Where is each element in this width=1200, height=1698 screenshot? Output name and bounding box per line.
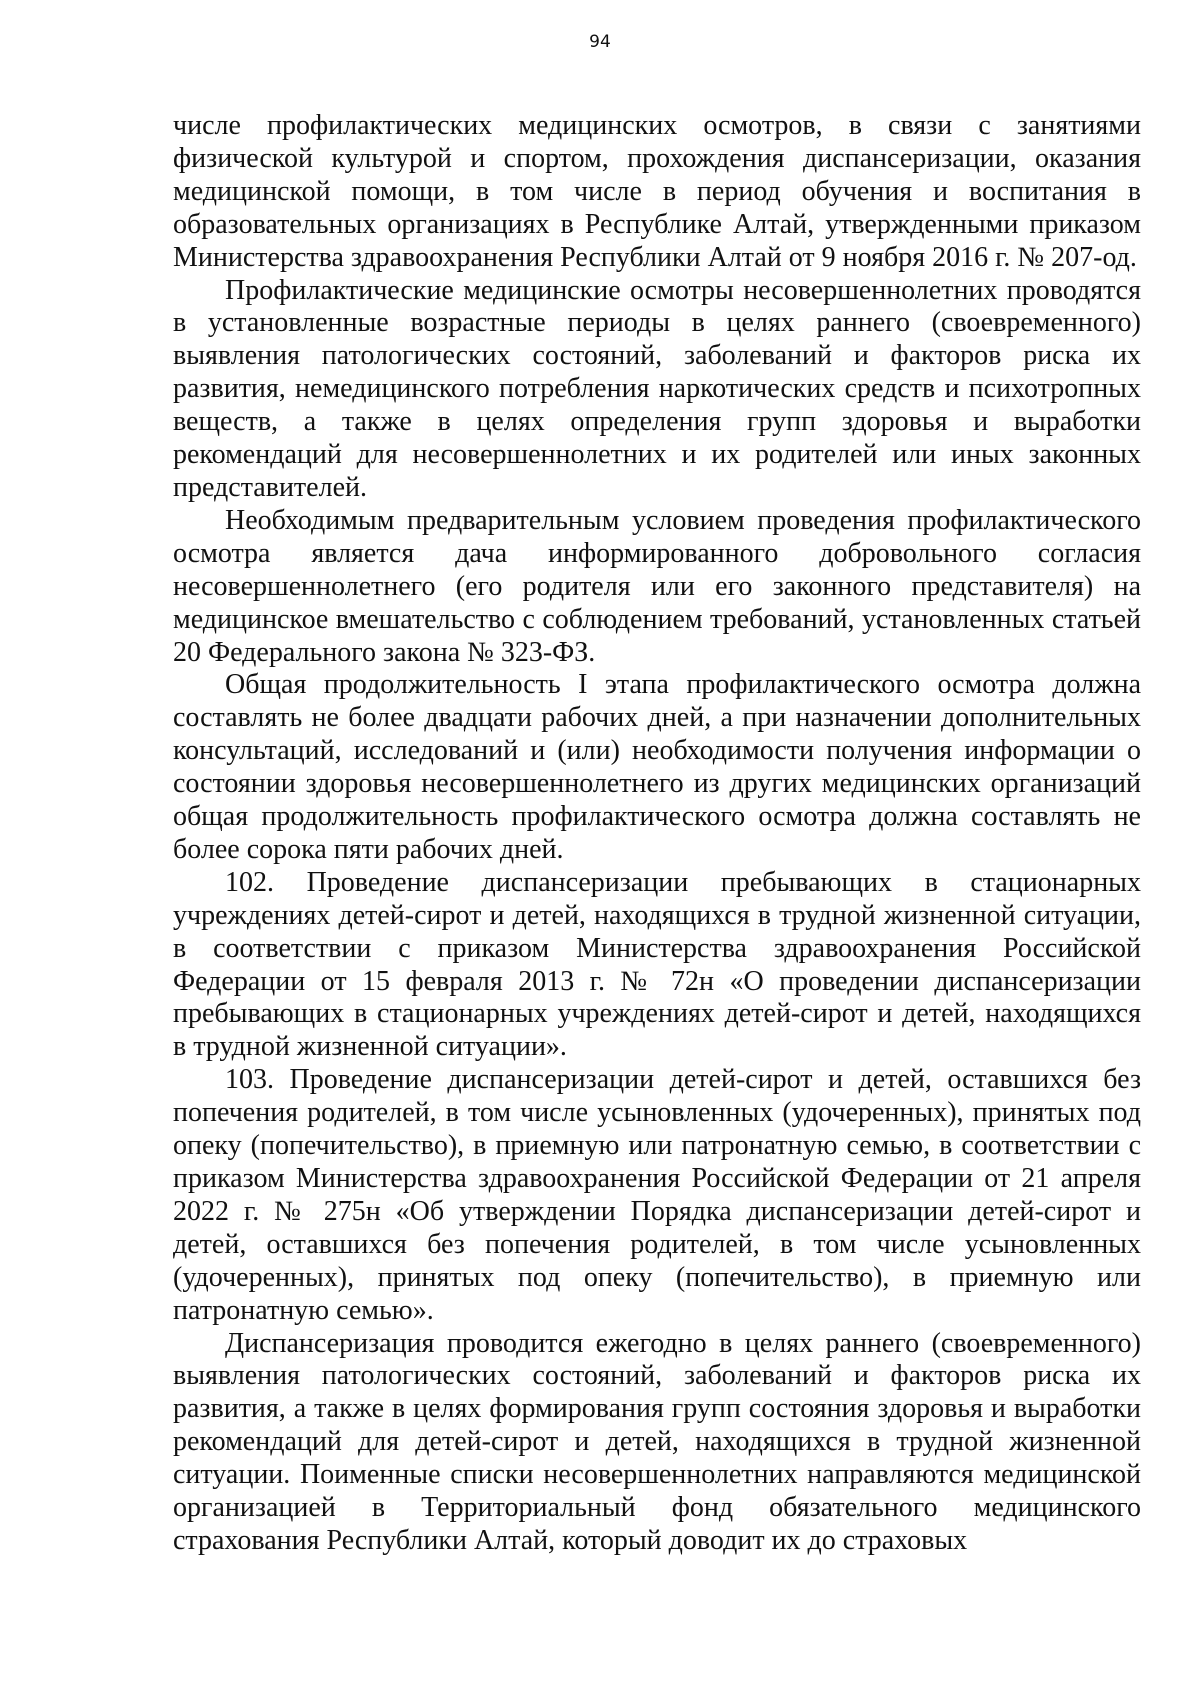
page-number: 94 (589, 32, 611, 52)
paragraph: Диспансеризация проводится ежегодно в целях раннего (своевременного) выявления патологических состояний, заболеваний и факторов риска их развития, а также в целях формирования групп состояния здоровья и выработки рекомендаций для детей-сирот и детей, находящихся в трудной жизненной ситуации. Поименные списки несовершеннолетних направляются медицинской организацией в Территориальный фонд обязательного медицинского страхования Республики Алтай, который доводит их до страховых (173, 1327, 1141, 1556)
paragraph-item-102: 102. Проведение диспансеризации пребывающих в стационарных учреждениях детей-сирот и детей, находящихся в трудной жизненной ситуации, в соответствии с приказом Министерства здравоохранения Российской Федерации от 15 февраля 2013 г. № 72н «О проведении диспансеризации пребывающих в стационарных учреждениях детей-сирот и детей, находящихся в трудной жизненной ситуации». (173, 866, 1141, 1063)
paragraph-item-103: 103. Проведение диспансеризации детей-сирот и детей, оставшихся без попечения родителей, в том числе усыновленных (удочеренных), принятых под опеку (попечительство), в приемную или патронатную семью, в соответствии с приказом Министерства здравоохранения Российской Федерации от 21 апреля 2022 г. № 275н «Об утверждении Порядка диспансеризации детей-сирот и детей, оставшихся без попечения родителей, в том числе усыновленных (удочеренных), принятых под опеку (попечительство), в приемную или патронатную семью». (173, 1064, 1141, 1326)
document-body (173, 110, 1141, 1558)
paragraph: Профилактические медицинские осмотры несовершеннолетних проводятся в установленные возрастные периоды в целях раннего (своевременного) выявления патологических состояний, заболеваний и факторов риска их развития, немедицинского потребления наркотических средств и психотропных веществ, а также в целях определения групп здоровья и выработки рекомендаций для несовершеннолетних и их родителей или иных законных представителей. (173, 274, 1141, 503)
paragraph: Необходимым предварительным условием проведения профилактического осмотра является дача информированного добровольного согласия несовершеннолетнего (его родителя или его законного представителя) на медицинское вмешательство с соблюдением требований, установленных статьей 20 Федерального закона № 323-ФЗ. (173, 504, 1141, 668)
paragraph: числе профилактических медицинских осмотров, в связи с занятиями физической культурой и спортом, прохождения диспансеризации, оказания медицинской помощи, в том числе в период обучения и воспитания в образовательных организациях в Республике Алтай, утвержденными приказом Министерства здравоохранения Республики Алтай от 9 ноября 2016 г. № 207-од. (173, 110, 1141, 273)
paragraph: Общая продолжительность I этапа профилактического осмотра должна составлять не более двадцати рабочих дней, а при назначении дополнительных консультаций, исследований и (или) необходимости получения информации о состоянии здоровья несовершеннолетнего из других медицинских организаций общая продолжительность профилактического осмотра должна составлять не более сорока пяти рабочих дней. (173, 669, 1141, 865)
